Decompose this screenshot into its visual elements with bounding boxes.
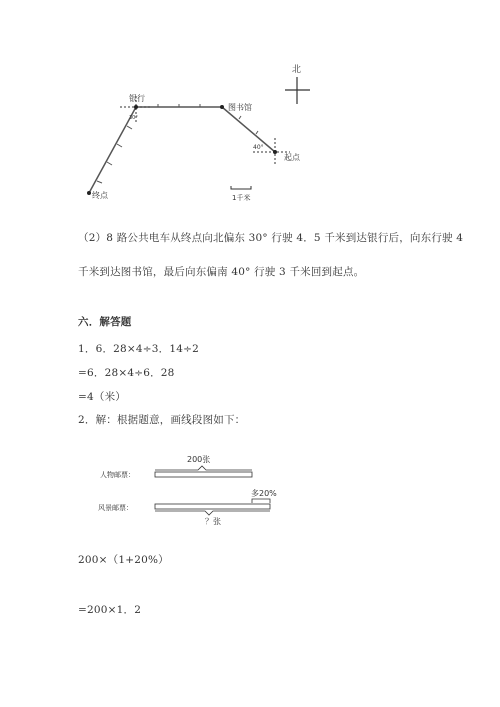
route-map: [0, 0, 500, 215]
route-end-to-bank-ticks: [97, 126, 132, 183]
point-bank: [134, 105, 138, 109]
question-label: ？张: [205, 517, 221, 526]
scenery-bar: [155, 504, 270, 509]
angle-start-label: 40°: [253, 144, 264, 151]
problem2-line1: （2）8 路公共电车从终点向北偏东 30° 行驶 4．5 千米到达银行后，向东行驶 4: [78, 232, 464, 244]
solution-line1: 1．6．28×4÷3．14÷2: [78, 343, 200, 355]
scale-bar: [231, 186, 251, 189]
point-start: [273, 150, 277, 154]
solution-line2: =6．28×4÷6．28: [78, 367, 175, 379]
scale-label: 1千米: [232, 194, 251, 202]
calc-line2: =200×1．2: [78, 604, 142, 616]
point-end: [87, 191, 91, 195]
extra-brace: [252, 499, 270, 503]
bottom-brace: [155, 511, 270, 515]
bank-label: 银行: [129, 94, 145, 103]
calc-line1: 200×（1+20%）: [78, 554, 169, 566]
route-library-to-start: [222, 107, 275, 152]
point-library: [220, 105, 224, 109]
problem2-line2: 千米到达图书馆，最后向东偏南 40° 行驶 3 千米回到起点。: [78, 266, 365, 278]
end-label: 终点: [92, 191, 108, 200]
people-bar: [155, 472, 252, 477]
solution-line3: =4（米）: [78, 391, 126, 403]
section-title: 六．解答题: [78, 316, 132, 328]
segment-diagram: [0, 448, 500, 528]
top-brace: [155, 466, 252, 470]
top-value-label: 200张: [187, 455, 211, 464]
angle-bank-label: 30°: [129, 115, 138, 121]
people-label: 人物邮票：: [100, 471, 135, 479]
extra-label: 多20%: [251, 489, 277, 498]
scenery-label: 风景邮票：: [98, 504, 133, 512]
library-label: 图书馆: [228, 103, 252, 112]
solution-line4: 2．解：根据题意，画线段图如下：: [78, 414, 246, 426]
route-library-to-start-ticks: [239, 116, 258, 134]
north-label: 北: [292, 65, 302, 75]
start-label: 起点: [284, 153, 300, 162]
